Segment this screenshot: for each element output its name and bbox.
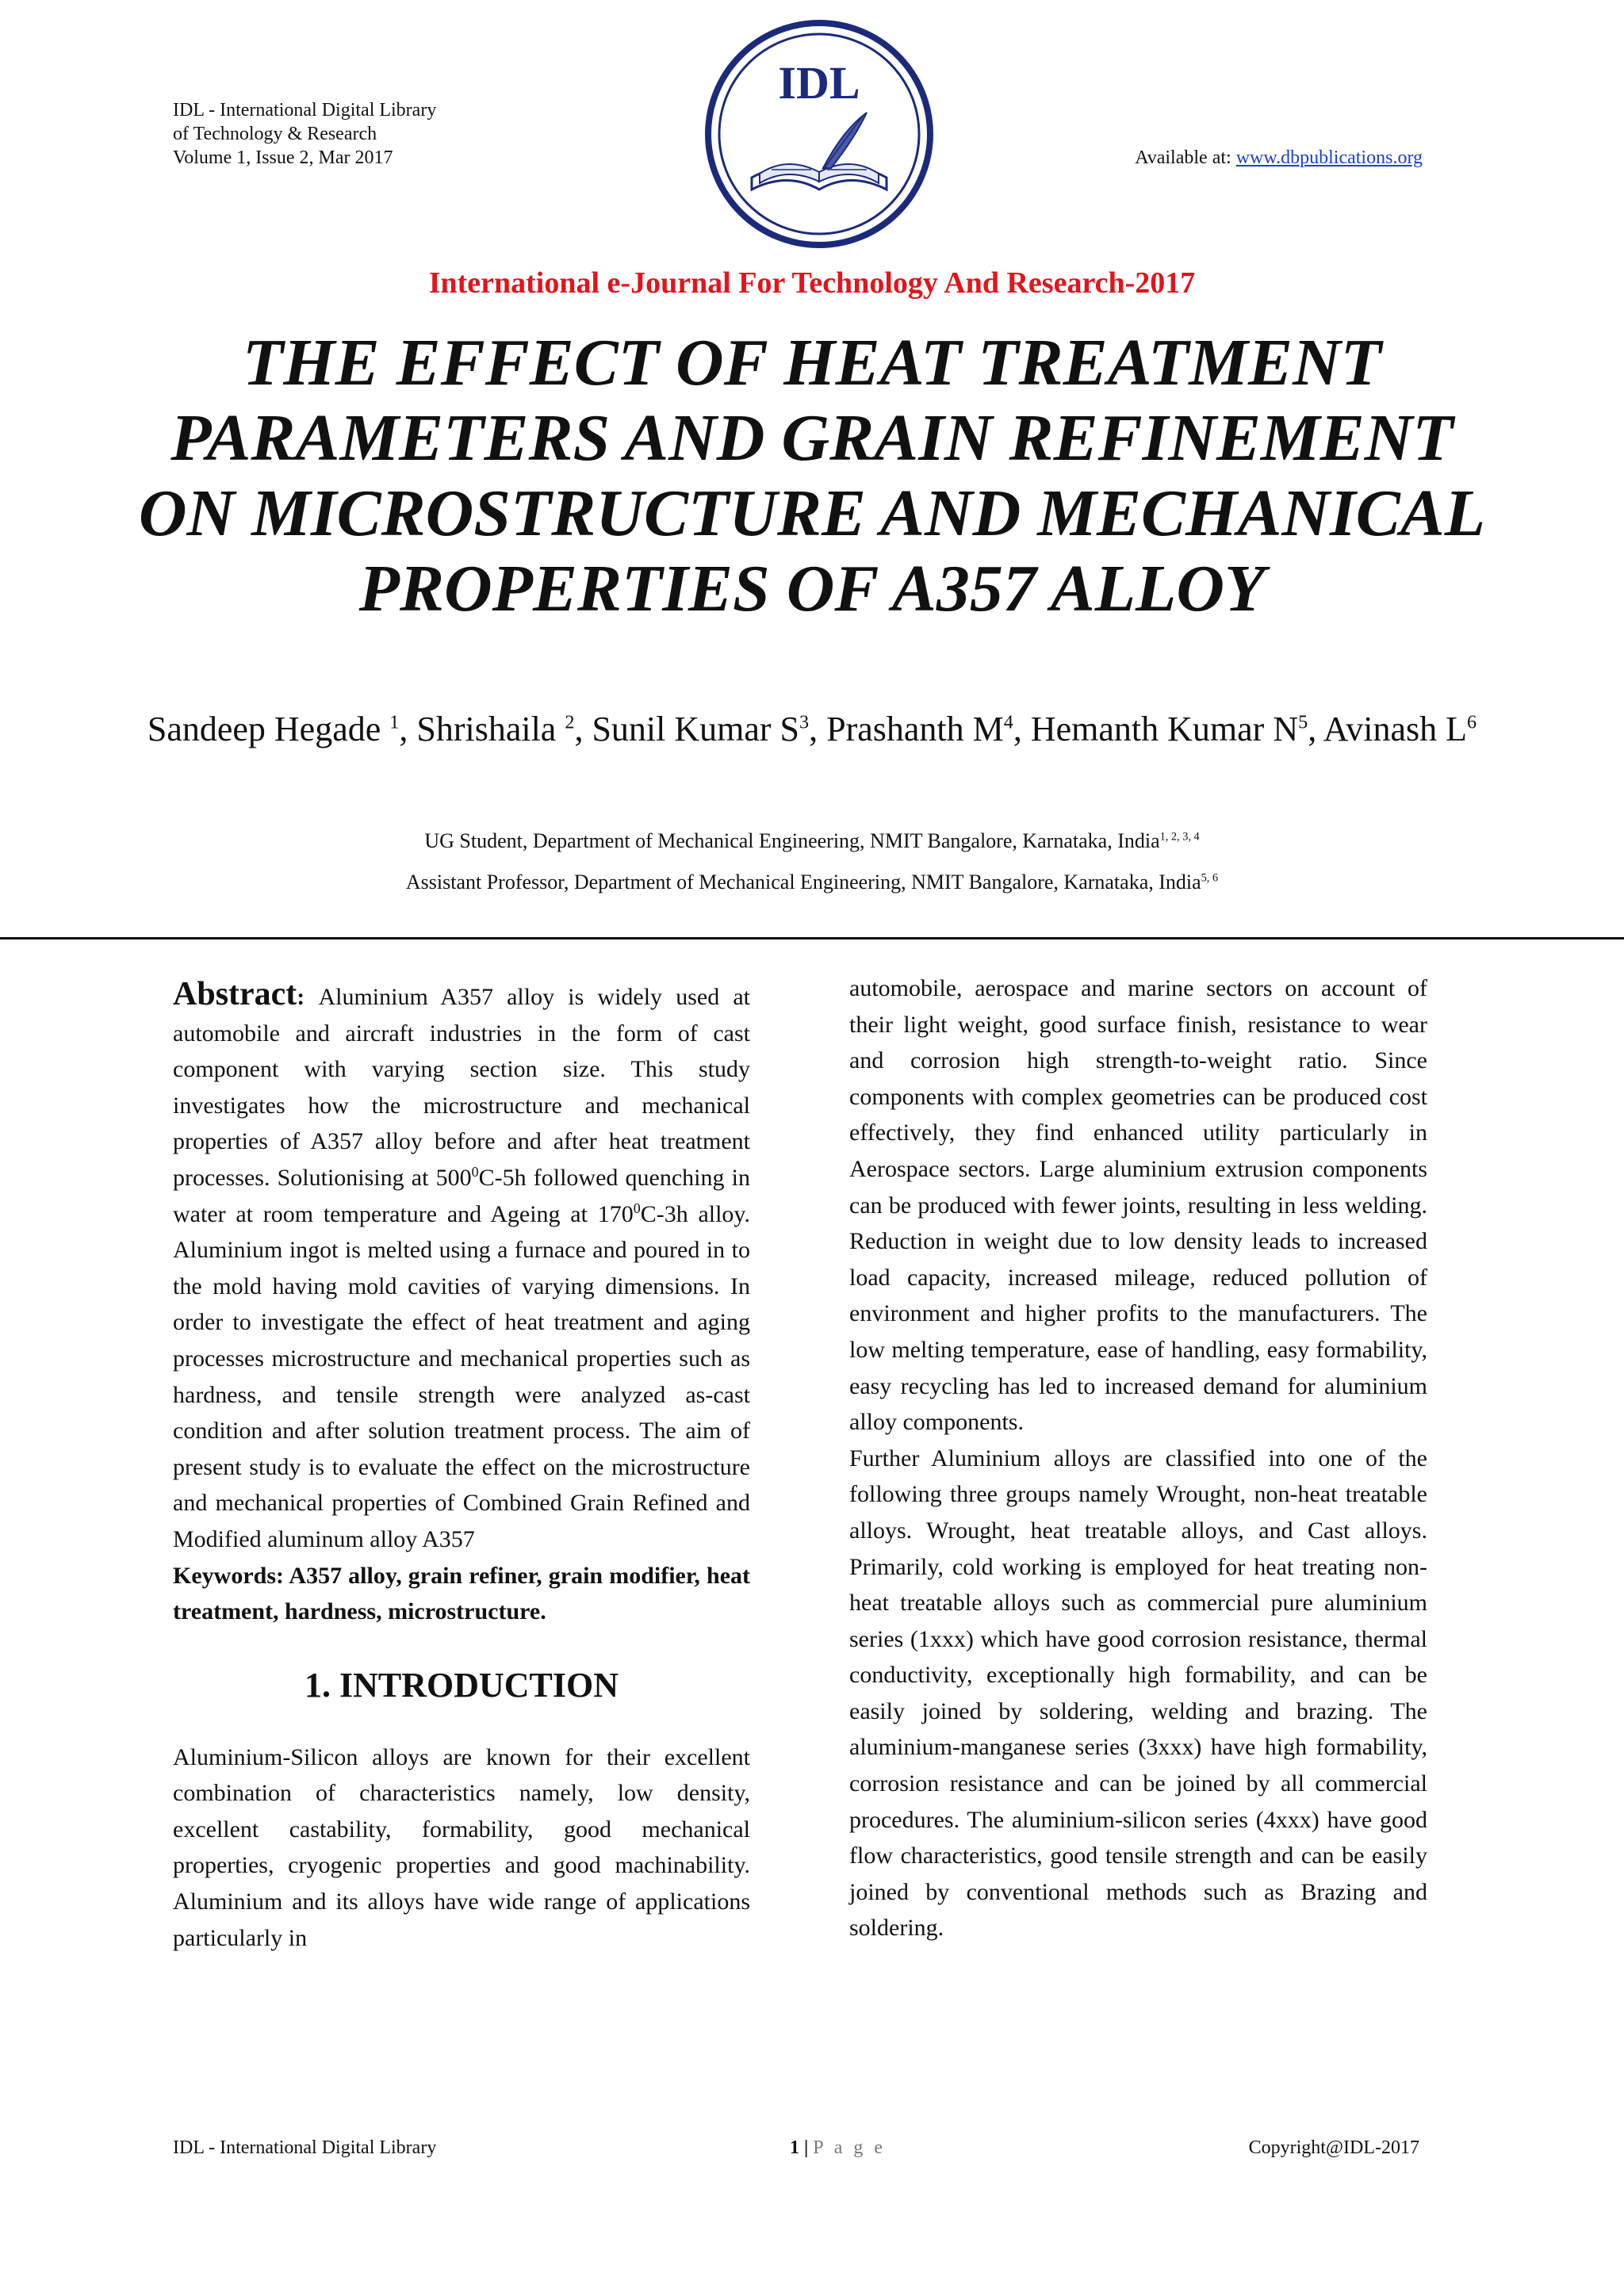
affiliation [0, 829, 1624, 853]
paper-title: THE EFFECT OF HEAT TREATMENT PARAMETERS AND GRAIN REFINEMENT ON MICROSTRUCTURE AND MECHANICAL PROPERTIES OF A357 ALLOY [138, 326, 1486, 626]
author-separator: , [1308, 710, 1323, 748]
left-column [173, 977, 750, 1956]
page-separator: | [799, 2137, 814, 2158]
footer-publisher: IDL - International Digital Library [173, 2137, 437, 2158]
website-link[interactable]: www.dbpublications.org [1235, 147, 1423, 168]
degree-sup: 0 [471, 1163, 479, 1180]
author-name: Sandeep Hegade [147, 710, 390, 748]
author-name: Shrishaila [416, 710, 565, 748]
section-divider [0, 937, 1624, 939]
idl-logo [704, 19, 934, 249]
author-affil-number: 2 [565, 711, 575, 733]
author-name: Prashanth M [826, 710, 1004, 748]
author-affil-number: 4 [1003, 711, 1013, 733]
author-name: Avinash L [1323, 710, 1468, 748]
section-heading-introduction: 1. INTRODUCTION [304, 1665, 619, 1705]
abstract [173, 977, 750, 1558]
header-publisher [173, 98, 436, 170]
affiliation-numbers: 1, 2, 3, 4 [1159, 830, 1200, 844]
intro-paragraph: Further Aluminium alloys are classified into one of the following three groups namely Wrought, non-heat treatable alloys. Wrought, heat treatable alloys, and Cast alloys. Primarily, cold working is employed for heat treating non-heat treatable alloys such as commercial pure aluminium series (1xxx) which have good corrosion resistance, thermal conductivity, exceptionally high formability, and can be easily joined by soldering, welding and brazing. The aluminium-manganese series (3xxx) have high formability, corrosion resistance and can be joined by all commercial procedures. The aluminium-silicon series (4xxx) have good flow characteristics, good tensile strength and can be easily joined by conventional methods such as Brazing and soldering. [849, 1445, 1427, 1942]
affiliation-text: Assistant Professor, Department of Mechanical Engineering, NMIT Bangalore, Karnataka, India [405, 871, 1201, 894]
keywords: Keywords: A357 alloy, grain refiner, grain modifier, heat treatment, hardness, microstructure. [173, 1562, 750, 1625]
abstract-heading: Abstract [173, 976, 297, 1012]
header-line: of Technology & Research [173, 124, 377, 144]
header-line: IDL - International Digital Library [173, 100, 437, 121]
abstract-text: Aluminium A357 alloy is widely used at automobile and aircraft industries in the form of cast component with varying section size. This study investigates how the microstructure and mechanical properties of A357 alloy before and after heat treatment processes. Solutionising at 500 [173, 984, 750, 1191]
author-affil-number: 3 [799, 711, 810, 733]
author-affil-number: 6 [1467, 711, 1477, 733]
page-number-value: 1 [790, 2137, 799, 2158]
available-label: Available at: [1135, 147, 1236, 168]
degree-sup: 0 [633, 1200, 641, 1216]
author-list [135, 698, 1489, 761]
journal-name: International e-Journal For Technology And Research-2017 [428, 266, 1196, 300]
idl-logo-icon [704, 19, 934, 249]
author-separator: , [1013, 710, 1031, 748]
affiliation [0, 871, 1624, 894]
page-number [790, 2137, 886, 2159]
intro-paragraph: Aluminium-Silicon alloys are known for their excellent combination of characteristics namely, low density, excellent castability, formability, good mechanical properties, cryogenic properties and good machinability. Aluminium and its alloys have wide range of applications particularly in [173, 1743, 750, 1951]
available-at [1135, 147, 1423, 169]
author-name: Sunil Kumar S [592, 710, 800, 748]
footer-copyright: Copyright@IDL-2017 [1248, 2137, 1419, 2158]
logo-text: IDL [778, 57, 860, 109]
abstract-text: C-5h followed quenching in water at room temperature and Ageing at 170 [173, 1164, 750, 1227]
abstract-text: C-3h alloy. Aluminium ingot is melted using a furnace and poured in to the mold having mold cavities of varying dimensions. In order to investigate the effect of heat treatment and aging processes microstructure and mechanical properties such as hardness, and tensile strength were analyzed as-cast condition and after solution treatment process. The aim of present study is to evaluate the effect on the microstructure and mechanical properties of Combined Grain Refined and Modified aluminum alloy A357 [173, 1200, 750, 1552]
affiliation-numbers: 5, 6 [1201, 871, 1219, 885]
abstract-colon: : [297, 984, 319, 1010]
author-affil-number: 5 [1298, 711, 1308, 733]
author-separator: , [399, 710, 417, 748]
author-affil-number: 1 [389, 711, 400, 733]
author-separator: , [809, 710, 827, 748]
header-line: Volume 1, Issue 2, Mar 2017 [173, 147, 393, 168]
intro-paragraph-continued: automobile, aerospace and marine sectors on account of their light weight, good surface finish, resistance to wear and corrosion high strength-to-weight ratio. Since components with complex geometries can be produced cost effectively, they find enhanced utility particularly in Aerospace sectors. Large aluminium extrusion components can be produced with fewer joints, resulting in less welding. Reduction in weight due to low density leads to increased load capacity, increased mileage, reduced pollution of environment and higher profits to the manufacturers. The low melting temperature, ease of handling, easy formability, easy recycling has led to increased demand for aluminium alloy components. [849, 975, 1427, 1436]
page-word: P a g e [813, 2137, 887, 2158]
right-column [849, 970, 1427, 1946]
author-name: Hemanth Kumar N [1030, 710, 1299, 748]
affiliation-text: UG Student, Department of Mechanical Engineering, NMIT Bangalore, Karnataka, India [424, 829, 1160, 852]
author-separator: , [574, 710, 592, 748]
